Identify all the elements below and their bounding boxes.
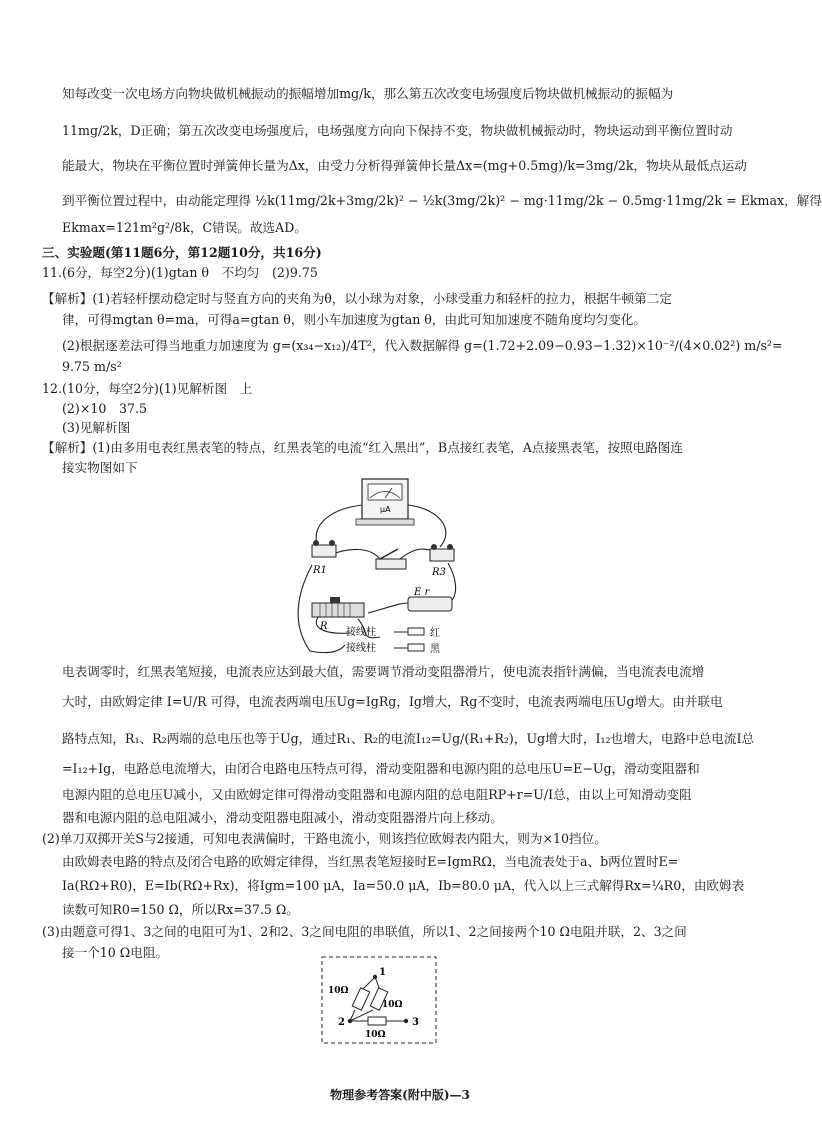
circuit-wiring-figure — [290, 475, 470, 660]
page-footer: 物理参考答案(附中版)—3 — [330, 1088, 470, 1102]
text-line: 路特点知，R₁、R₂两端的总电压也等于Ug，通过R₁、R₂的电流I₁₂=Ug/(R₁+R₂)，Ug增大时，I₁₂也增大，电路中总电流I总 — [62, 731, 755, 746]
text-line: 由欧姆表电路的特点及闭合电路的欧姆定律得，当红黑表笔短接时E=IgmRΩ，当电流表处于a、b两位置时E= — [62, 854, 679, 869]
text-line: (2)单刀双掷开关S与2接通，可知电表满偏时，干路电流小，则该挡位欧姆表内阻大，则为×10挡位。 — [42, 831, 607, 846]
parallel-resistor-pair — [350, 977, 388, 1021]
svg-text:10Ω: 10Ω — [382, 1000, 403, 1010]
text-line: 到平衡位置过程中，由动能定理得 ½k(11mg/2k+3mg/2k)² − ½k(3mg/2k)² − mg·11mg/2k − 0.5mg·11mg/2k = Ekmax，解得 — [62, 193, 822, 208]
text-line: 电源内阻的总电压U减小，又由欧姆定律可得滑动变阻器和电源内阻的总电阻RP+r=U/I总，由以上可知滑动变阻 — [62, 787, 692, 802]
text-line: (2)×10 37.5 — [62, 401, 148, 416]
analysis-12-line: 【解析】(1)由多用电表红黑表笔的特点，红黑表笔的电流“红入黑出”，B点接红表笔，A点接黑表笔，按照电路图连 — [42, 440, 683, 455]
text-line: (3)见解析图 — [62, 420, 131, 435]
text-line: 知每改变一次电场方向物块做机械振动的振幅增加mg/k，那么第五次改变电场强度后物块做机械振动的振幅为 — [62, 86, 674, 101]
resistor-r1 — [312, 540, 336, 576]
text-line: Ia(RΩ+R0)，E=Ib(RΩ+Rx)，将Igm=100 μA，Ia=50.0 μA，Ib=80.0 μA，代入以上三式解得Rx=¼R0，由欧姆表 — [62, 878, 745, 893]
svg-text:红: 红 — [430, 628, 440, 639]
text-line: 电表调零时，红黑表笔短接，电流表应达到最大值，需要调节滑动变阻器滑片，使电流表指针满偏，当电流表电流增 — [62, 664, 705, 679]
text-line: (3)由题意可得1、3之间的电阻可为1、2和2、3之间电阻的串联值，所以1、2之间接两个10 Ω电阻并联，2、3之间 — [42, 924, 687, 939]
resistor-r3 — [430, 544, 454, 578]
svg-text:R: R — [320, 621, 328, 632]
svg-text:3: 3 — [412, 1017, 419, 1028]
svg-text:μA: μA — [380, 505, 391, 514]
svg-text:R3: R3 — [432, 567, 446, 578]
text-line: 读数可知R0=150 Ω，所以Rx=37.5 Ω。 — [62, 902, 299, 917]
svg-text:接线柱: 接线柱 — [346, 627, 376, 638]
text-line: (2)根据逐差法可得当地重力加速度为 g=(x₃₄−x₁₂)/4T²，代入数据解得 g=(1.72+2.09−0.93−1.32)×10⁻²/(4×0.02²) m/s²= — [62, 338, 783, 353]
microammeter — [356, 479, 414, 525]
text-line: 器和电源内阻的总电阻减小，滑动变阻器电阻减小，滑动变阻器滑片向上移动。 — [62, 810, 503, 825]
text-line: 大时，由欧姆定律 I=U/R 可得，电流表两端电压Ug=IgRg，Ig增大，Rg不变时，电流表两端电压Ug增大。由并联电 — [62, 694, 723, 709]
switch — [376, 549, 406, 569]
series-resistor — [350, 1017, 406, 1025]
battery — [408, 587, 452, 611]
resistor-box-figure — [320, 955, 438, 1045]
question-12-answer: 12.(10分，每空2分)(1)见解析图 上 — [42, 381, 253, 396]
terminal-posts — [346, 625, 441, 655]
svg-text:黑: 黑 — [430, 644, 440, 655]
text-line: Ekmax=121m²g²/8k，C错误。故选AD。 — [62, 220, 307, 235]
text-line: 接实物图如下 — [62, 460, 138, 475]
text-line: 9.75 m/s² — [62, 359, 122, 374]
text-line: 能最大，物块在平衡位置时弹簧伸长量为Δx，由受力分析得弹簧伸长量Δx=(mg+0.5mg)/k=3mg/2k，物块从最低点运动 — [62, 158, 747, 173]
svg-text:R1: R1 — [313, 565, 327, 576]
svg-text:E r: E r — [414, 587, 430, 598]
text-line: 接一个10 Ω电阻。 — [62, 945, 169, 960]
text-line: =I₁₂+Ig，电路总电流增大，由闭合电路电压特点可得，滑动变阻器和电源内阻的总电压U=E−Ug，滑动变阻器和 — [62, 761, 700, 776]
analysis-11-line: 【解析】(1)若轻杆摆动稳定时与竖直方向的夹角为θ，以小球为对象，小球受重力和轻杆的拉力，根据牛顿第二定 — [42, 291, 672, 306]
question-11-answer: 11.(6分，每空2分)(1)gtan θ 不均匀 (2)9.75 — [42, 265, 318, 280]
svg-text:1: 1 — [379, 967, 386, 978]
svg-text:10Ω: 10Ω — [328, 986, 349, 996]
svg-text:接线柱: 接线柱 — [346, 643, 376, 654]
text-line: 律，可得mgtan θ=ma，可得a=gtan θ，则小车加速度为gtan θ，由此可知加速度不随角度均匀变化。 — [62, 312, 646, 327]
svg-text:10Ω: 10Ω — [365, 1030, 386, 1040]
text-line: 11mg/2k，D正确；第五次改变电场强度后，电场强度方向向下保持不变，物块做机械振动时，物块运动到平衡位置时动 — [62, 123, 733, 138]
section-heading: 三、实验题(第11题6分，第12题10分，共16分) — [42, 245, 322, 260]
svg-text:2: 2 — [338, 1017, 345, 1028]
